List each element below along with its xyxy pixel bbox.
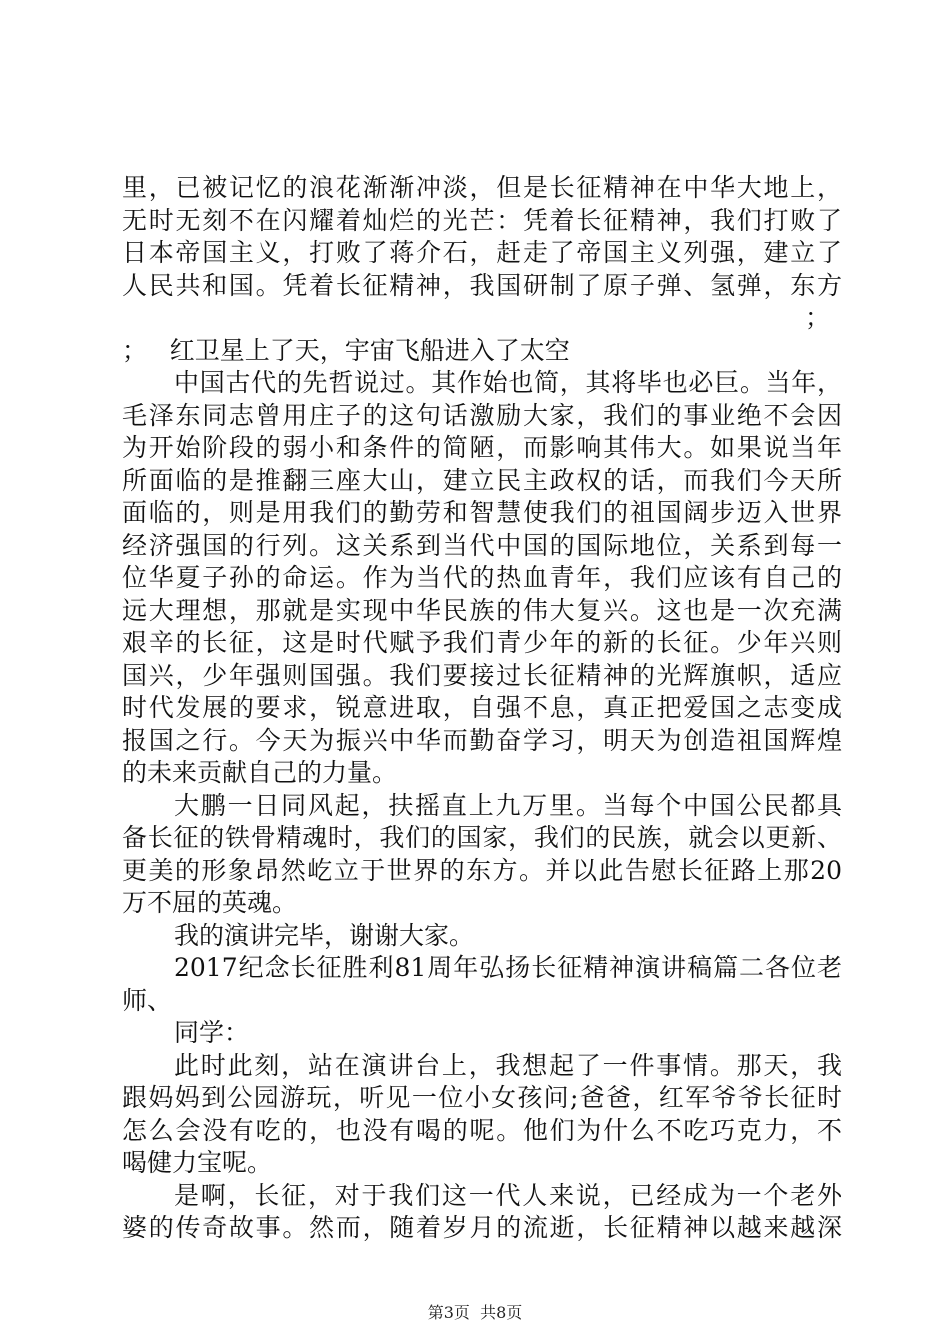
text-line: 是啊，长征，对于我们这一代人来说，已经成为一个老外	[174, 1180, 842, 1210]
text-line: 经济强国的行列。这关系到当代中国的国际地位，关系到每一	[122, 530, 842, 560]
page-number: 第3页 共8页	[427, 1303, 523, 1322]
text-line: 艰辛的长征，这是时代赋予我们青少年的新的长征。少年兴则	[122, 628, 842, 657]
text-line: 备长征的铁骨精魂时，我们的国家，我们的民族，就会以更新、	[122, 823, 842, 852]
page-footer	[0, 1300, 950, 1323]
text-line: ；	[122, 335, 148, 365]
text-line: 2017纪念长征胜利81周年弘扬长征精神演讲稿篇二各位老	[174, 953, 842, 982]
text-line: 人民共和国。凭着长征精神，我国研制了原子弹、氢弹，东方	[122, 270, 842, 300]
text-line: 为开始阶段的弱小和条件的简陋，而影响其伟大。如果说当年	[122, 433, 842, 462]
text-line: 国兴，少年强则国强。我们要接过长征精神的光辉旗帜，适应	[122, 660, 842, 690]
text-line: 里，已被记忆的浪花渐渐冲淡，但是长征精神在中华大地上，	[122, 173, 842, 202]
document-body	[122, 172, 842, 1245]
text-line: 我的演讲完毕，谢谢大家。	[174, 920, 475, 950]
text-line	[122, 302, 842, 365]
text-line: 报国之行。今天为振兴中华而勤奋学习，明天为创造祖国辉煌	[122, 725, 842, 755]
semicolon-mark: ；	[804, 303, 830, 332]
text-line: 婆的传奇故事。然而，随着岁月的流逝，长征精神以越来越深	[122, 1213, 842, 1242]
text-line-content: 红卫星上了天，宇宙飞船进入了太空	[169, 335, 570, 365]
text-line: 日本帝国主义，打败了蒋介石，赶走了帝国主义列强，建立了	[122, 238, 842, 267]
text-line: 同学：	[174, 1018, 250, 1047]
text-line: 远大理想，那就是实现中华民族的伟大复兴。这也是一次充满	[122, 595, 842, 625]
text-line: 万不屈的英魂。	[122, 888, 298, 917]
text-line: 大鹏一日同风起，扶摇直上九万里。当每个中国公民都具	[174, 790, 842, 820]
text-line: 更美的形象昂然屹立于世界的东方。并以此告慰长征路上那20	[122, 855, 842, 885]
text-line: 时代发展的要求，锐意进取，自强不息，真正把爱国之志变成	[122, 693, 842, 722]
text-line: 此时此刻，站在演讲台上，我想起了一件事情。那天，我	[174, 1050, 842, 1080]
text-line: 师、	[122, 985, 173, 1015]
text-line: 无时无刻不在闪耀着灿烂的光芒：凭着长征精神，我们打败了	[122, 205, 842, 235]
text-line: 所面临的是推翻三座大山，建立民主政权的话，而我们今天所	[122, 465, 842, 495]
text-line: 怎么会没有吃的，也没有喝的呢。他们为什么不吃巧克力，不	[122, 1115, 842, 1145]
text-line: 喝健力宝呢。	[122, 1148, 273, 1177]
text-line: 毛泽东同志曾用庄子的这句话激励大家，我们的事业绝不会因	[122, 400, 842, 430]
text-line: 面临的，则是用我们的勤劳和智慧使我们的祖国阔步迈入世界	[122, 498, 842, 527]
text-line: 位华夏子孙的命运。作为当代的热血青年，我们应该有自己的	[122, 563, 842, 592]
text-line: 的未来贡献自己的力量。	[122, 758, 398, 787]
text-line: 跟妈妈到公园游玩，听见一位小女孩问;爸爸，红军爷爷长征时	[122, 1083, 842, 1112]
text-line: 中国古代的先哲说过。其作始也简，其将毕也必巨。当年，	[174, 368, 842, 397]
